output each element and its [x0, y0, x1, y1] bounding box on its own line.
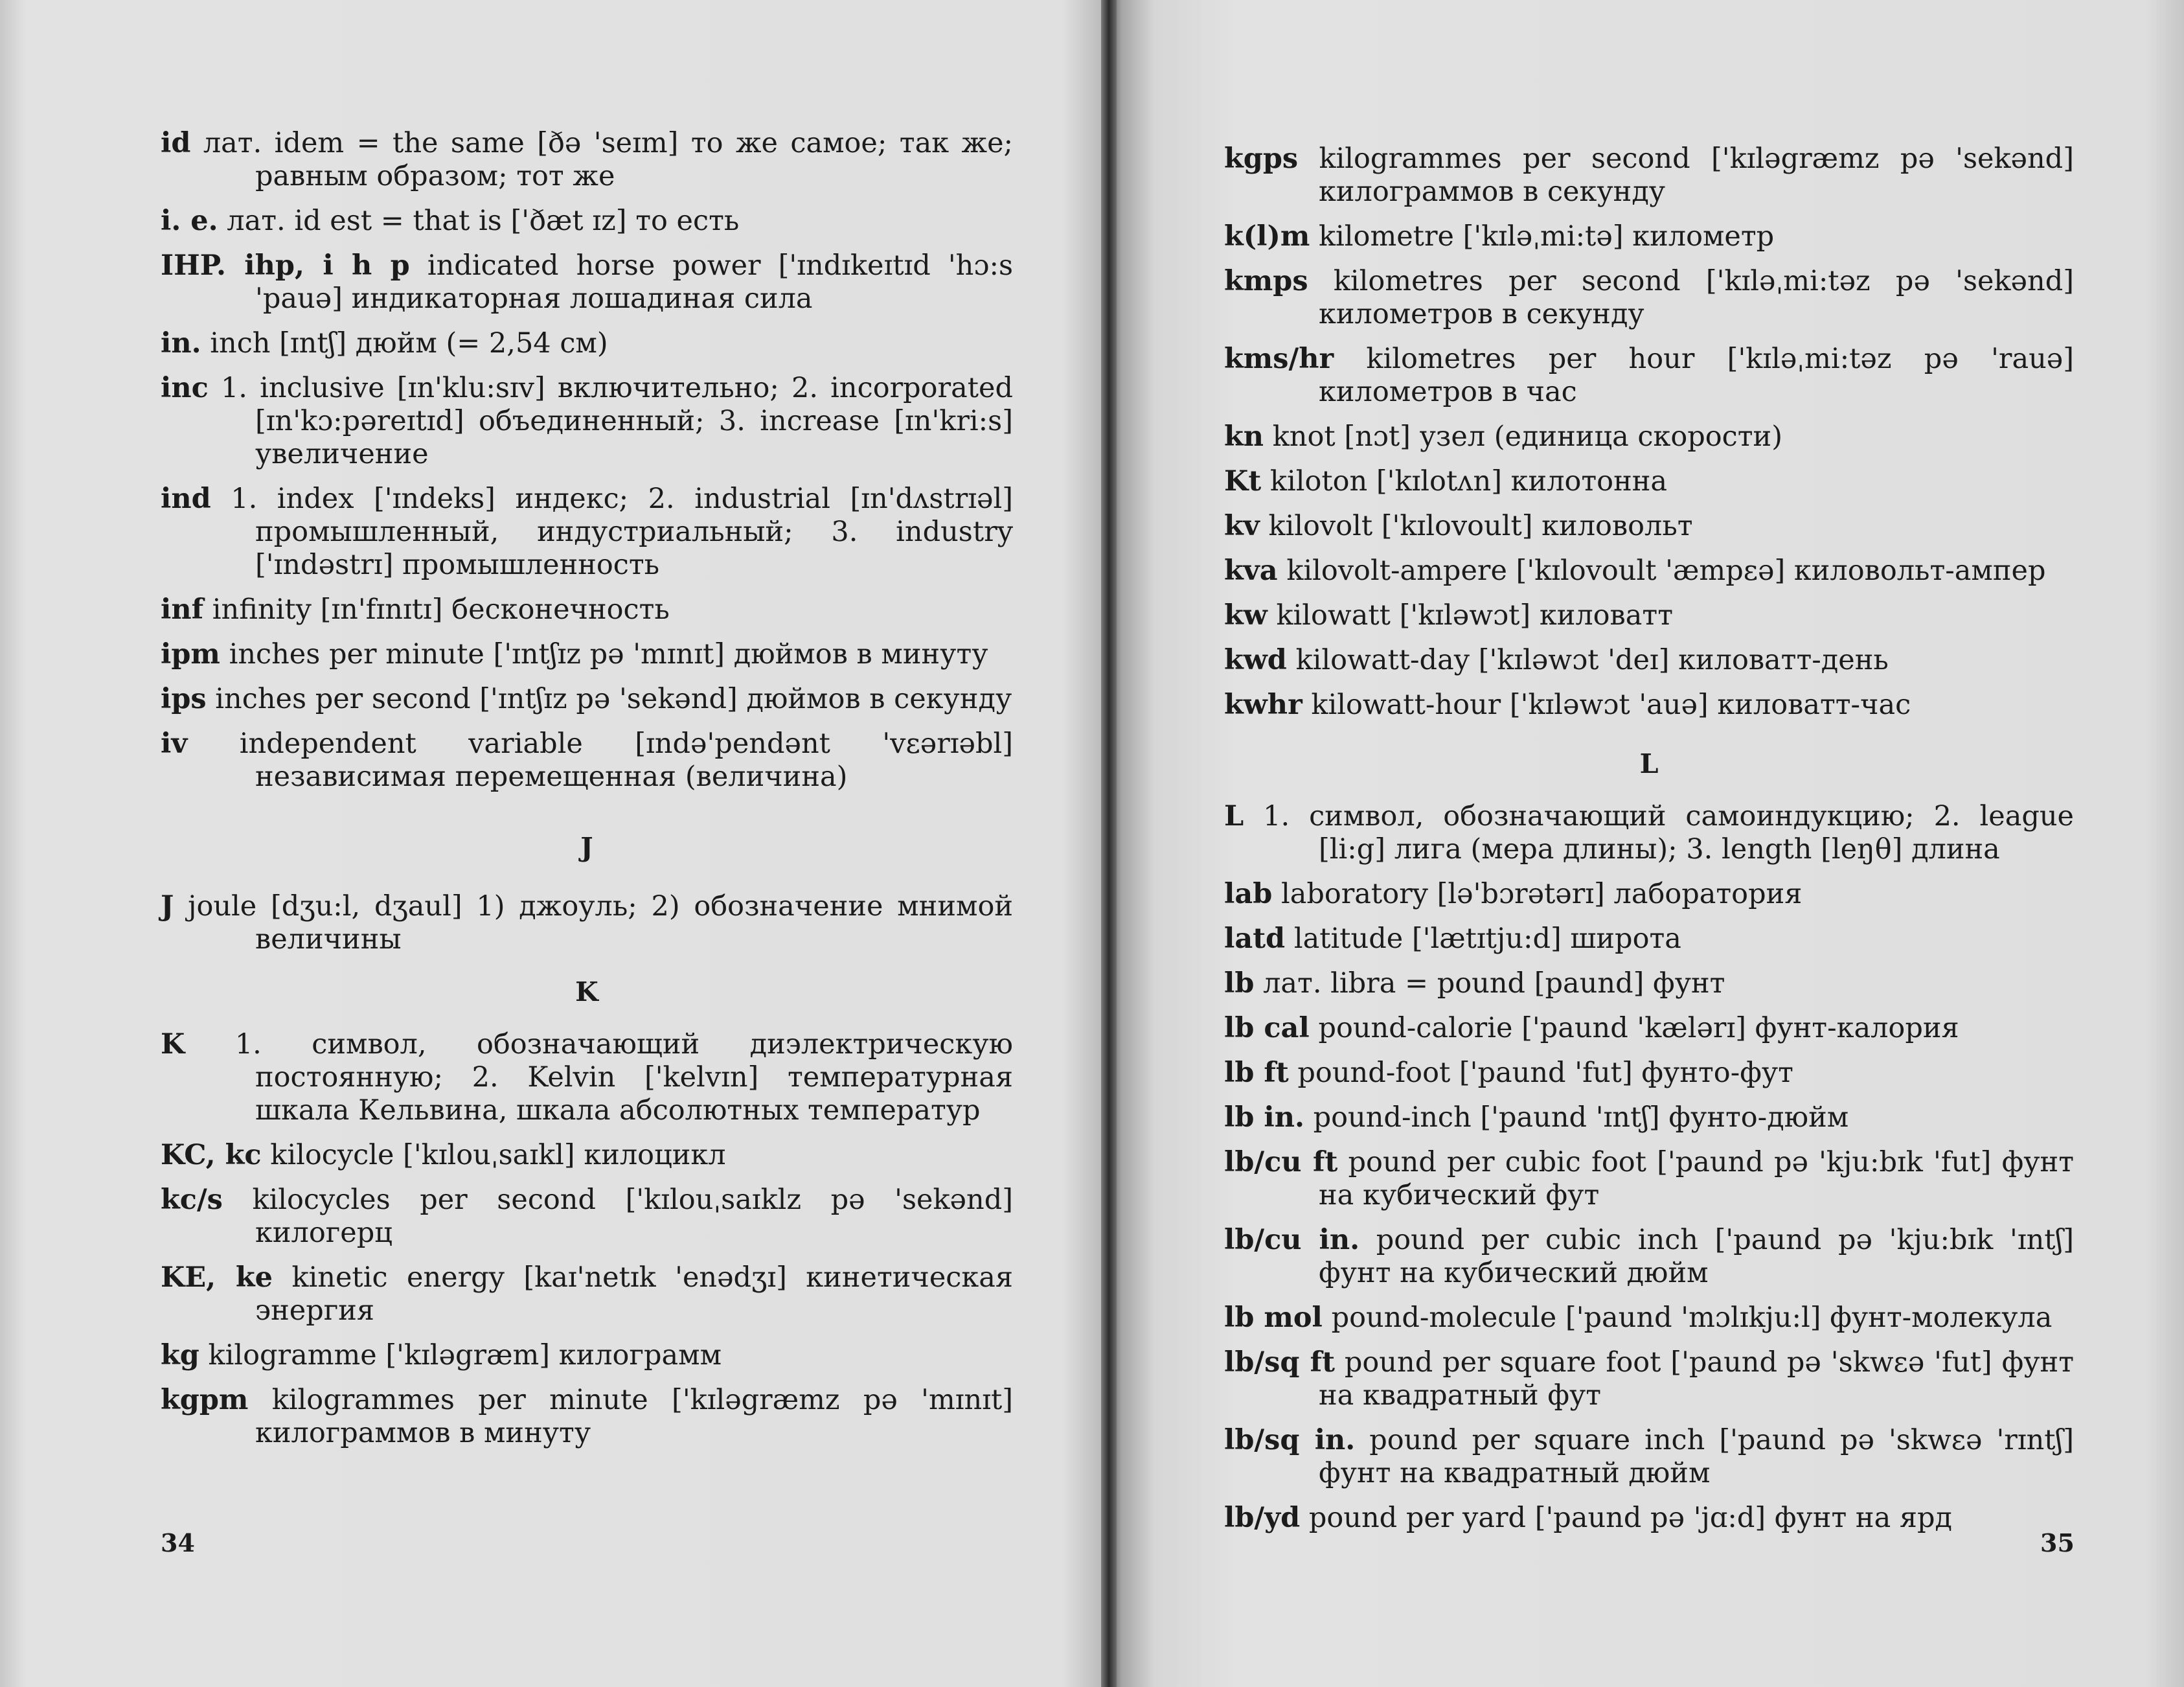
dictionary-entry — [161, 1139, 1013, 1172]
dictionary-entry — [161, 127, 1013, 193]
entry-abbreviation: lb in. — [1224, 1101, 1304, 1134]
page-number-left: 34 — [161, 1528, 195, 1557]
entry-definition: kilometres per hour ['kɪləˌmi:təz pə 'rauə] километров в час — [1319, 343, 2074, 408]
page-number-right: 35 — [2040, 1528, 2075, 1557]
dictionary-entry — [161, 327, 1013, 360]
entry-abbreviation: KC, kc — [161, 1139, 262, 1171]
entry-definition: pound per square inch ['paund pə 'skwɛə 'rɪntʃ] фунт на квадратный дюйм — [1319, 1424, 2075, 1489]
entry-abbreviation: kwd — [1224, 644, 1287, 676]
entry-abbreviation: kms/hr — [1224, 343, 1334, 375]
entry-abbreviation: lb cal — [1224, 1012, 1310, 1044]
entry-definition: kilowatt-hour ['kɪləwɔt 'auə] киловатт-час — [1311, 689, 1911, 721]
entry-abbreviation: lb mol — [1224, 1302, 1323, 1334]
entry-definition: pound-foot ['paund 'fut] фунто-фут — [1297, 1057, 1793, 1089]
entry-definition: kilowatt ['kɪləwɔt] киловатт — [1276, 599, 1673, 632]
dictionary-entry — [1224, 343, 2074, 409]
dictionary-entry — [1224, 1502, 2074, 1535]
dictionary-entry — [1224, 878, 2074, 911]
entry-definition: kilogrammes per minute ['kɪləgræmz pə 'mɪnɪt] килограммов в минуту — [255, 1384, 1013, 1449]
entry-definition: infinity [ɪn'fɪnɪtɪ] бесконечность — [212, 593, 670, 626]
entry-definition: kilometre ['kɪləˌmi:tə] километр — [1319, 220, 1775, 253]
entry-abbreviation: kg — [161, 1339, 199, 1371]
entry-definition: independent variable [ɪndə'pendənt 'vɛərɪəbl] независимая перемещенная (величина) — [239, 728, 1014, 793]
entry-definition: inches per minute ['ɪntʃɪz pə 'mɪnɪt] дюймов в минуту — [229, 638, 988, 671]
entry-definition: kilocycle ['kɪlouˌsaɪkl] килоцикл — [270, 1139, 726, 1171]
dictionary-entry — [1224, 1224, 2074, 1290]
entry-definition: inch [ɪntʃ] дюйм (= 2,54 см) — [210, 327, 608, 360]
entry-abbreviation: kc/s — [161, 1184, 223, 1216]
entry-definition: laboratory [lə'bɔrətərɪ] лаборатория — [1280, 878, 1803, 910]
dictionary-entry — [161, 1261, 1013, 1327]
entry-abbreviation: lab — [1224, 878, 1273, 910]
entry-abbreviation: latd — [1224, 923, 1286, 955]
entry-definition: pound per yard ['paund pə 'jɑ:d] фунт на ярд — [1308, 1502, 1953, 1534]
dictionary-entry — [1224, 1012, 2074, 1045]
entry-abbreviation: L — [1224, 800, 1244, 832]
entry-abbreviation: K — [161, 1028, 185, 1061]
left-page-column — [161, 127, 1013, 1462]
dictionary-entry — [1224, 644, 2074, 677]
dictionary-entry — [1224, 1146, 2074, 1212]
book-gutter — [1101, 0, 1117, 1687]
dictionary-entry — [1224, 510, 2074, 543]
entry-definition: joule [dʒu:l, dʒaul] 1) джоуль; 2) обозначение мнимой величины — [188, 890, 1013, 956]
section-heading-l: L — [1639, 748, 1659, 779]
entry-definition: inches per second ['ɪntʃɪz pə 'sekənd] дюймов в секунду — [215, 683, 1012, 715]
entry-abbreviation: kmps — [1224, 265, 1308, 297]
entry-abbreviation: ipm — [161, 638, 220, 671]
entry-definition: лат. idem = the same [ðə 'seɪm] то же самое; так же; равным образом; тот же — [203, 127, 1013, 192]
entry-definition: knot [nɔt] узел (единица скорости) — [1272, 420, 1782, 453]
entry-abbreviation: lb — [1224, 967, 1255, 1000]
entry-definition: 1. inclusive [ɪn'klu:sɪv] включительно; 2. incorporated [ɪn'kɔ:pəreɪtɪd] объединенный; 3. increase [ɪn'kri:s] увеличение — [220, 372, 1014, 470]
dictionary-entry — [1224, 465, 2074, 498]
entry-abbreviation: lb/sq ft — [1224, 1346, 1335, 1379]
entry-abbreviation: ind — [161, 483, 211, 515]
entry-abbreviation: id — [161, 127, 191, 159]
entry-definition: 1. index ['ɪndeks] индекс; 2. industrial [ɪn'dʌstrɪəl] промышленный, индустриальный; 3. industry ['ɪndəstrɪ] промышленность — [231, 483, 1013, 581]
entry-abbreviation: kwhr — [1224, 689, 1302, 721]
section-heading-j: J — [580, 832, 593, 863]
dictionary-entry — [1224, 555, 2074, 588]
dictionary-entry — [161, 205, 1013, 238]
entry-abbreviation: kgps — [1224, 143, 1299, 175]
dictionary-entry — [1224, 800, 2074, 866]
entry-abbreviation: lb/cu in. — [1224, 1224, 1360, 1256]
entry-abbreviation: lb/sq in. — [1224, 1424, 1356, 1456]
dictionary-entry — [1224, 923, 2074, 956]
entry-abbreviation: Kt — [1224, 465, 1262, 498]
entry-definition: pound per cubic inch ['paund pə 'kju:bɪk 'ɪntʃ] фунт на кубический дюйм — [1319, 1224, 2075, 1289]
entry-definition: kilovolt-ampere ['kɪlovoult 'æmpɛə] киловольт-ампер — [1286, 555, 2046, 587]
dictionary-entry — [1224, 599, 2074, 632]
dictionary-entry — [161, 593, 1013, 626]
dictionary-entry — [1224, 420, 2074, 453]
entry-definition: pound-molecule ['paund 'mɔlɪkju:l] фунт-молекула — [1331, 1302, 2053, 1334]
dictionary-entry — [161, 638, 1013, 671]
entry-abbreviation: kgpm — [161, 1384, 249, 1416]
section-heading-k: K — [575, 976, 598, 1007]
dictionary-entry — [161, 249, 1013, 316]
entry-abbreviation: i. e. — [161, 205, 218, 237]
dictionary-entry — [1224, 1424, 2074, 1490]
entry-abbreviation: iv — [161, 728, 188, 760]
entry-definition: kilogramme ['kɪləgræm] килограмм — [208, 1339, 722, 1371]
right-page-column — [1224, 143, 2074, 1546]
entry-abbreviation: kv — [1224, 510, 1260, 542]
entry-abbreviation: ips — [161, 683, 207, 715]
entry-definition: 1. символ, обозначающий самоиндукцию; 2. league [li:g] лига (мера длины); 3. length [leŋθ] длина — [1263, 800, 2075, 866]
entry-abbreviation: kn — [1224, 420, 1264, 453]
entry-definition: kiloton ['kɪlotʌn] килотонна — [1269, 465, 1668, 498]
entry-abbreviation: in. — [161, 327, 201, 360]
entry-definition: kilocycles per second ['kɪlouˌsaɪklz pə 'sekənd] килогерц — [252, 1184, 1013, 1249]
entry-abbreviation: k(l)m — [1224, 220, 1310, 253]
dictionary-entry — [1224, 1057, 2074, 1090]
entry-abbreviation: lb ft — [1224, 1057, 1289, 1089]
entry-definition: лат. id est = that is ['ðæt ɪz] то есть — [227, 205, 740, 237]
dictionary-entry — [161, 1184, 1013, 1250]
entry-definition: лат. libra = pound [paund] фунт — [1263, 967, 1725, 1000]
dictionary-entry — [1224, 1101, 2074, 1134]
entry-abbreviation: KE, ke — [161, 1261, 273, 1294]
entry-definition: kilovolt ['kɪlovoult] киловольт — [1268, 510, 1693, 542]
entry-definition: pound-calorie ['paund 'kælərɪ] фунт-калория — [1318, 1012, 1959, 1044]
dictionary-entry — [1224, 689, 2074, 722]
entry-abbreviation: kw — [1224, 599, 1268, 632]
entry-abbreviation: J — [161, 890, 174, 923]
entry-definition: kilogrammes per second ['kɪləgræmz pə 'sekənd] килограммов в секунду — [1319, 143, 2074, 208]
dictionary-entry — [161, 683, 1013, 716]
entry-abbreviation: inf — [161, 593, 204, 626]
dictionary-entry — [1224, 143, 2074, 209]
dictionary-entry — [161, 1339, 1013, 1372]
dictionary-entry — [161, 1384, 1013, 1450]
entry-abbreviation: inc — [161, 372, 209, 404]
dictionary-entry — [1224, 1302, 2074, 1335]
entry-definition: kinetic energy [kaɪ'netɪk 'enədʒɪ] кинетическая энергия — [255, 1261, 1013, 1327]
dictionary-entry — [161, 890, 1013, 956]
dictionary-entry — [161, 483, 1013, 582]
entry-definition: pound per cubic foot ['paund pə 'kju:bɪk 'fut] фунт на кубический фут — [1319, 1146, 2074, 1211]
entry-definition: pound per square foot ['paund pə 'skwɛə 'fut] фунт на квадратный фут — [1319, 1346, 2074, 1412]
dictionary-entry — [161, 1028, 1013, 1127]
entry-definition: kilometres per second ['kɪləˌmi:təz pə 'sekənd] километров в секунду — [1319, 265, 2074, 330]
entry-abbreviation: lb/yd — [1224, 1502, 1301, 1534]
entry-definition: latitude ['lætɪtju:d] широта — [1293, 923, 1681, 955]
dictionary-entry — [161, 372, 1013, 471]
entry-abbreviation: kva — [1224, 555, 1278, 587]
dictionary-entry — [1224, 1346, 2074, 1412]
entry-abbreviation: IHP. ihp, i h p — [161, 249, 410, 282]
dictionary-entry — [1224, 220, 2074, 253]
entry-abbreviation: lb/cu ft — [1224, 1146, 1338, 1178]
dictionary-entry — [161, 728, 1013, 794]
entry-definition: kilowatt-day ['kɪləwɔt 'deɪ] киловатт-день — [1295, 644, 1889, 676]
dictionary-entry — [1224, 265, 2074, 331]
entry-definition: pound-inch ['paund 'ɪntʃ] фунто-дюйм — [1313, 1101, 1849, 1134]
entry-definition: 1. символ, обозначающий диэлектрическую постоянную; 2. Kelvin ['kelvɪn] температурная шкала Кельвина, шкала абсолютных температур — [234, 1028, 1013, 1127]
dictionary-entry — [1224, 967, 2074, 1000]
entry-definition: indicated horse power ['ɪndɪkeɪtɪd 'hɔ:s 'pauə] индикаторная лошадиная сила — [255, 249, 1014, 315]
